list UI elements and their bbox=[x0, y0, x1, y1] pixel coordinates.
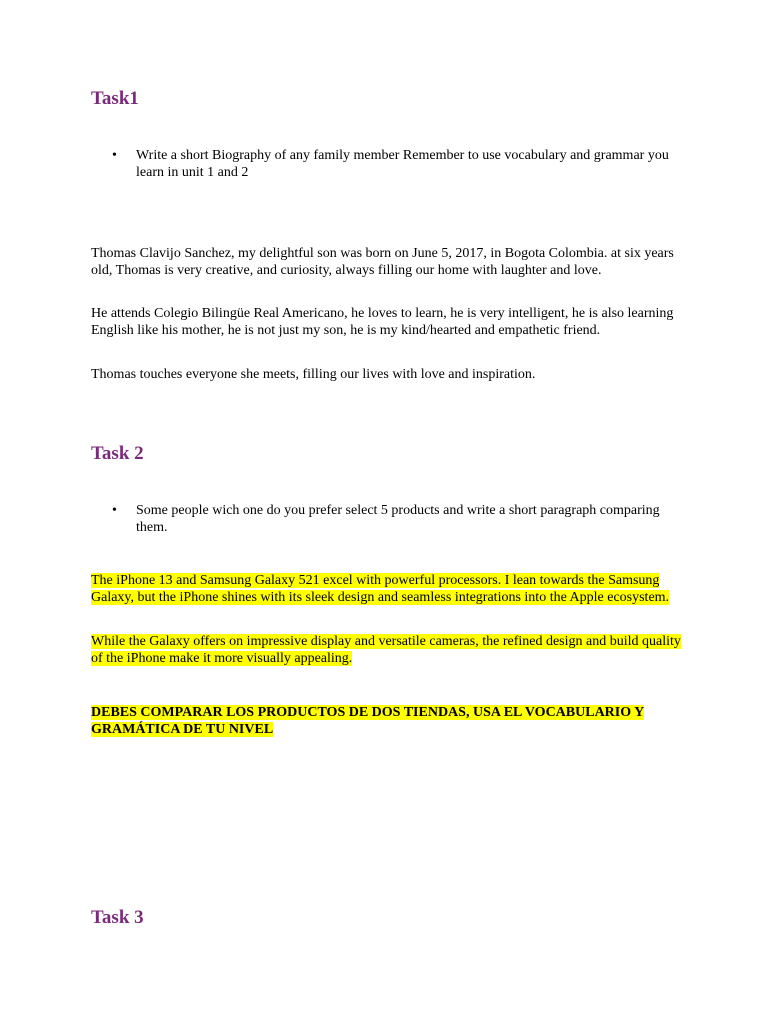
task3-heading: Task 3 bbox=[91, 907, 144, 928]
task2-paragraph-1 bbox=[91, 572, 681, 606]
task2-bullet-text: Some people wich one do you prefer select 5 products and write a short paragraph comparing them. bbox=[136, 503, 660, 535]
task1-paragraph-1: Thomas Clavijo Sanchez, my delightful son was born on June 5, 2017, in Bogota Colombia. at six years old, Thomas is very creative, and curiosity, always filling our home with laughter and love. bbox=[91, 246, 674, 278]
task1-bullet-text: Write a short Biography of any family member Remember to use vocabulary and grammar you learn in unit 1 and 2 bbox=[136, 148, 669, 180]
task1-heading: Task1 bbox=[91, 88, 139, 109]
task2-instructor-note bbox=[91, 704, 681, 738]
bullet-icon: • bbox=[112, 148, 117, 163]
task2-bullet-item bbox=[112, 502, 672, 536]
task2-heading: Task 2 bbox=[91, 443, 144, 464]
highlighted-text: While the Galaxy offers on impressive display and versatile cameras, the refined design and build quality of the iPhone make it more visually appealing. bbox=[91, 634, 681, 666]
bullet-icon: • bbox=[112, 503, 117, 518]
task2-paragraph-2 bbox=[91, 633, 681, 667]
task1-paragraph-3: Thomas touches everyone she meets, filling our lives with love and inspiration. bbox=[91, 367, 536, 382]
highlighted-note-text: DEBES COMPARAR LOS PRODUCTOS DE DOS TIENDAS, USA EL VOCABULARIO Y GRAMÁTICA DE TU NIVEL bbox=[91, 705, 645, 737]
task1-bullet-item bbox=[112, 147, 672, 181]
highlighted-text: The iPhone 13 and Samsung Galaxy 521 excel with powerful processors. I lean towards the Samsung Galaxy, but the iPhone shines with its sleek design and seamless integrations into the Apple ecosystem. bbox=[91, 573, 670, 605]
task1-paragraph-2: He attends Colegio Bilingüe Real Americano, he loves to learn, he is very intelligent, he is also learning English like his mother, he is not just my son, he is my kind/hearted and empathetic friend. bbox=[91, 306, 674, 338]
